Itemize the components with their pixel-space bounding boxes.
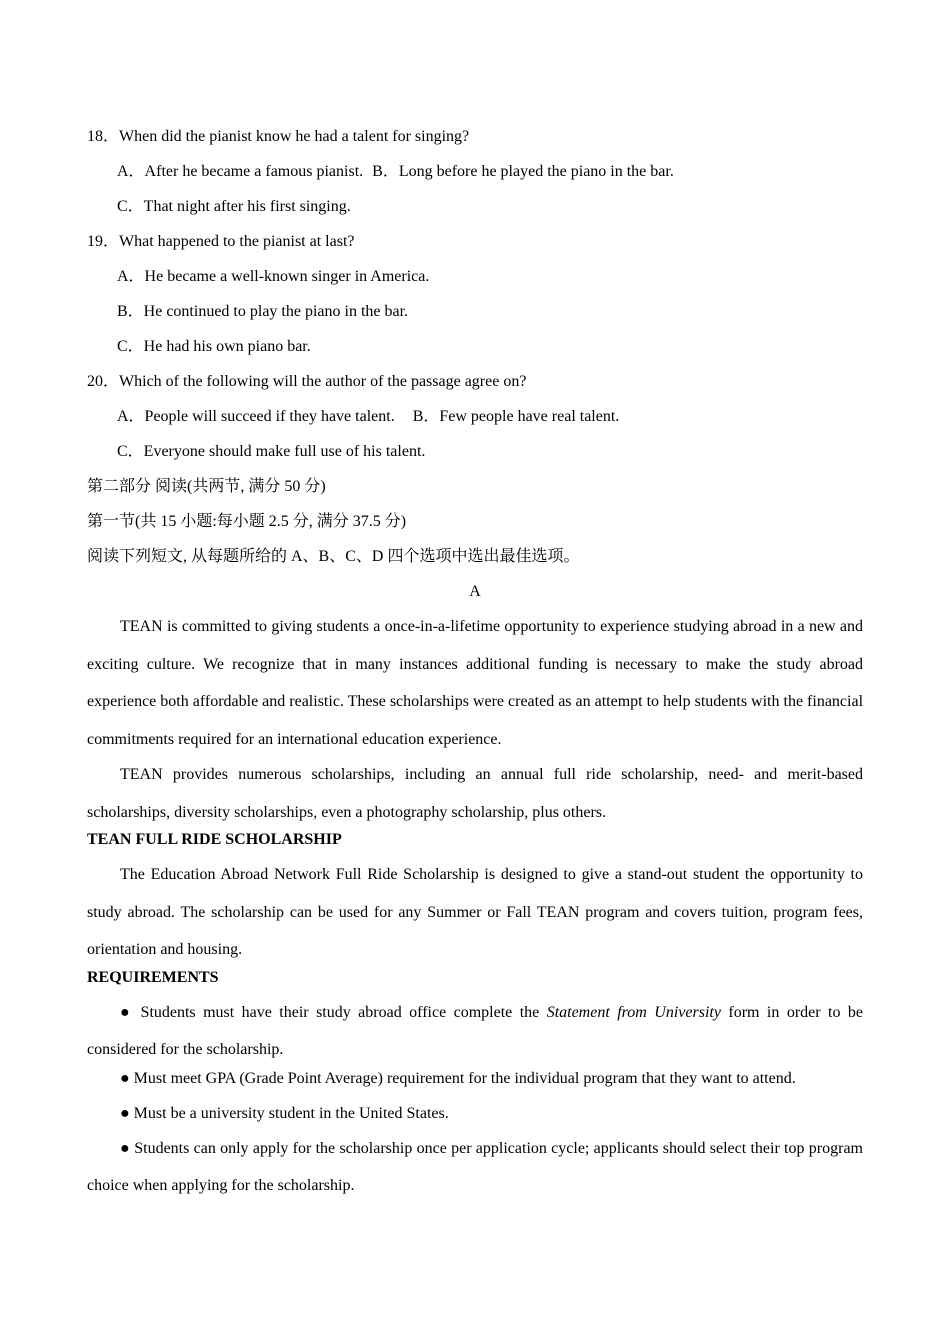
requirement-3: ● Must be a university student in the United States. (120, 1104, 449, 1122)
question-text: Which of the following will the author of the passage agree on? (119, 373, 527, 390)
question-19-option-b (87, 301, 863, 336)
passage-paragraph-1: TEAN is committed to giving students a once-in-a-lifetime opportunity to experience studying abroad in a new and exciting culture. We recognize that in many instances additional funding is necessary to make the study abroad experience both affordable and realistic. These scholarships were created as an attempt to help students with the financial commitments required for an international education experience. (87, 618, 864, 748)
passage-paragraph-2: TEAN provides numerous scholarships, including an annual full ride scholarship, need- and merit-based scholarships, diversity scholarships, even a photography scholarship, plus others. (87, 766, 863, 821)
section-heading-requirements: REQUIREMENTS (87, 968, 219, 986)
question-19 (87, 231, 863, 266)
question-number: 20． (87, 373, 120, 390)
requirement-1: ● Students must have their study abroad office complete the Statement from University form in order to be considered for the scholarship. (87, 1003, 864, 1058)
option-b: B．Few people have real talent. (412, 408, 620, 425)
question-18-options-ab (87, 161, 863, 196)
question-20-option-c (87, 441, 863, 476)
option-c: C．He had his own piano bar. (117, 338, 311, 355)
question-20-options-ab (87, 406, 863, 441)
question-number: 19． (87, 233, 120, 250)
question-20 (87, 371, 863, 406)
passage-paragraph-3: The Education Abroad Network Full Ride Scholarship is designed to give a stand-out student the opportunity to study abroad. The scholarship can be used for any Summer or Fall TEAN program and covers tuition, program fees, orientation and housing. (87, 866, 863, 958)
option-a: A．After he became a famous pianist. (117, 163, 364, 180)
section-heading-full-ride: TEAN FULL RIDE SCHOLARSHIP (87, 831, 342, 848)
part-title: 第二部分 阅读(共两节, 满分 50 分) (87, 478, 326, 495)
question-19-option-c (87, 336, 863, 371)
subsection-title: 第一节(共 15 小题:每小题 2.5 分, 满分 37.5 分) (87, 513, 407, 530)
requirement-2: ● Must meet GPA (Grade Point Average) requirement for the individual program that they want to attend. (120, 1069, 796, 1087)
requirement-4: ● Students can only apply for the scholarship once per application cycle; applicants should select their top program choice when applying for the scholarship. (87, 1139, 863, 1194)
form-name: Statement from University (546, 1003, 721, 1021)
passage-label: A (469, 583, 481, 600)
option-c: C．That night after his first singing. (117, 198, 351, 215)
question-18-option-c (87, 196, 863, 231)
question-number: 18． (87, 128, 120, 145)
option-a: A．He became a well-known singer in America. (117, 268, 430, 285)
option-b: B．He continued to play the piano in the bar. (117, 303, 409, 320)
question-text: When did the pianist know he had a talent for singing? (119, 128, 470, 145)
option-c: C．Everyone should make full use of his talent. (117, 443, 426, 460)
instructions: 阅读下列短文, 从每题所给的 A、B、C、D 四个选项中选出最佳选项。 (87, 548, 580, 565)
option-b: B．Long before he played the piano in the bar. (372, 163, 674, 180)
option-a: A．People will succeed if they have talent. (117, 408, 395, 425)
question-19-option-a (87, 266, 863, 301)
exam-page (87, 126, 863, 1204)
question-18 (87, 126, 863, 161)
question-text: What happened to the pianist at last? (119, 233, 355, 250)
